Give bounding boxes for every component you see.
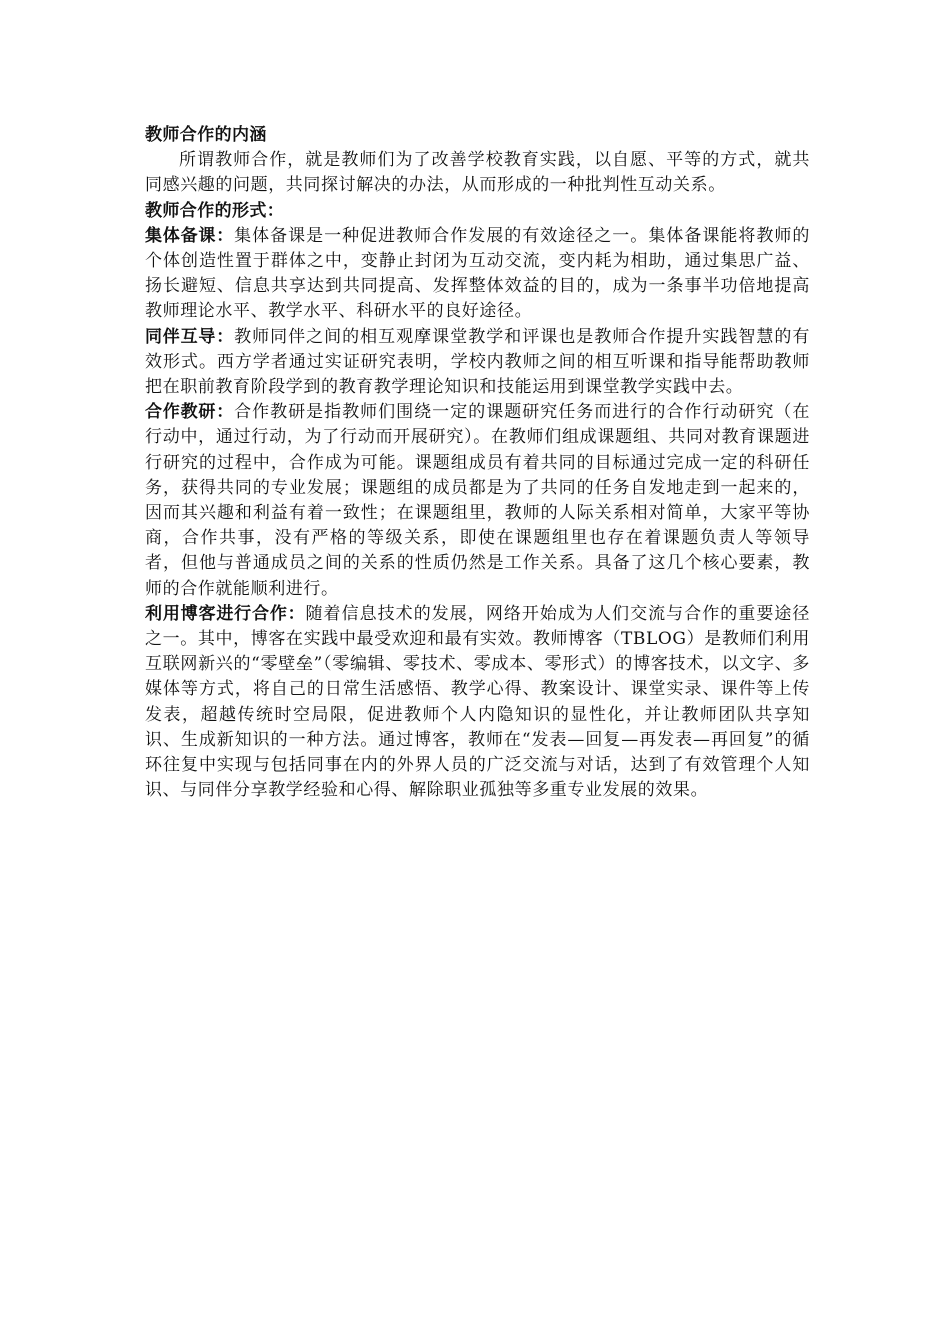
form-text: 随着信息技术的发展，网络开始成为人们交流与合作的重要途径之一。其中，博客在实践中最受欢迎和最有实效。教师博客（TBLOG）是教师们利用互联网新兴的“零壁垒”（零编辑、零技术、零成本、零形式）的博客技术，以文字、多媒体等方式，将自己的日常生活感悟、教学心得、教案设计、课堂实录、课件等上传发表，超越传统时空局限，促进教师个人内隐知识的显性化，并让教师团队共享知识、生成新知识的一种方法。通过博客，教师在“发表—回复—再发表—再回复”的循环往复中实现与包括同事在内的外界人员的广泛交流与对话，达到了有效管理个人知识、与同伴分享教学经验和心得、解除职业孤独等多重专业发展的效果。 [145,603,810,801]
heading-forms: 教师合作的形式： [145,200,285,221]
form-collective-lesson-prep [145,224,810,325]
form-term: 同伴互导： [145,326,235,347]
form-collaborative-research [145,400,810,602]
form-peer-guidance [145,325,810,401]
form-term: 合作教研： [145,402,235,423]
form-blog-collaboration [145,602,810,804]
form-text: 合作教研是指教师们围绕一定的课题研究任务而进行的合作行动研究（在行动中，通过行动，为了行动而开展研究）。在教师们组成课题组、共同对教育课题进行研究的过程中，合作成为可能。课题组成员有着共同的目标通过完成一定的科研任务，获得共同的专业发展；课题组的成员都是为了共同的任务自发地走到一起来的，因而其兴趣和利益有着一致性；在课题组里，教师的人际关系相对简单，大家平等协商，合作共事，没有严格的等级关系，即使在课题组里也存在着课题负责人等领导者，但他与普通成员之间的关系的性质仍然是工作关系。具备了这几个核心要素，教师的合作就能顺利进行。 [145,402,811,599]
form-term: 集体备课： [145,225,235,246]
form-text: 教师同伴之间的相互观摩课堂教学和评课也是教师合作提升实践智慧的有效形式。西方学者通过实证研究表明，学校内教师之间的相互听课和指导能帮助教师把在职前教育阶段学到的教育教学理论知识和技能运用到课堂教学实践中去。 [145,326,811,398]
connotation-paragraph: 所谓教师合作，就是教师们为了改善学校教育实践，以自愿、平等的方式，就共同感兴趣的问题，共同探讨解决的办法，从而形成的一种批判性互动关系。 [145,150,810,196]
heading-connotation: 教师合作的内涵 [145,125,267,145]
form-term: 利用博客进行合作： [145,603,306,624]
document-page [145,123,810,803]
form-text: 集体备课是一种促进教师合作发展的有效途径之一。集体备课能将教师的个体创造性置于群体之中，变静止封闭为互动交流，变内耗为相助，通过集思广益、扬长避短、信息共享达到共同提高、发挥整体效益的目的，成为一条事半功倍地提高教师理论水平、教学水平、科研水平的良好途径。 [145,225,811,322]
